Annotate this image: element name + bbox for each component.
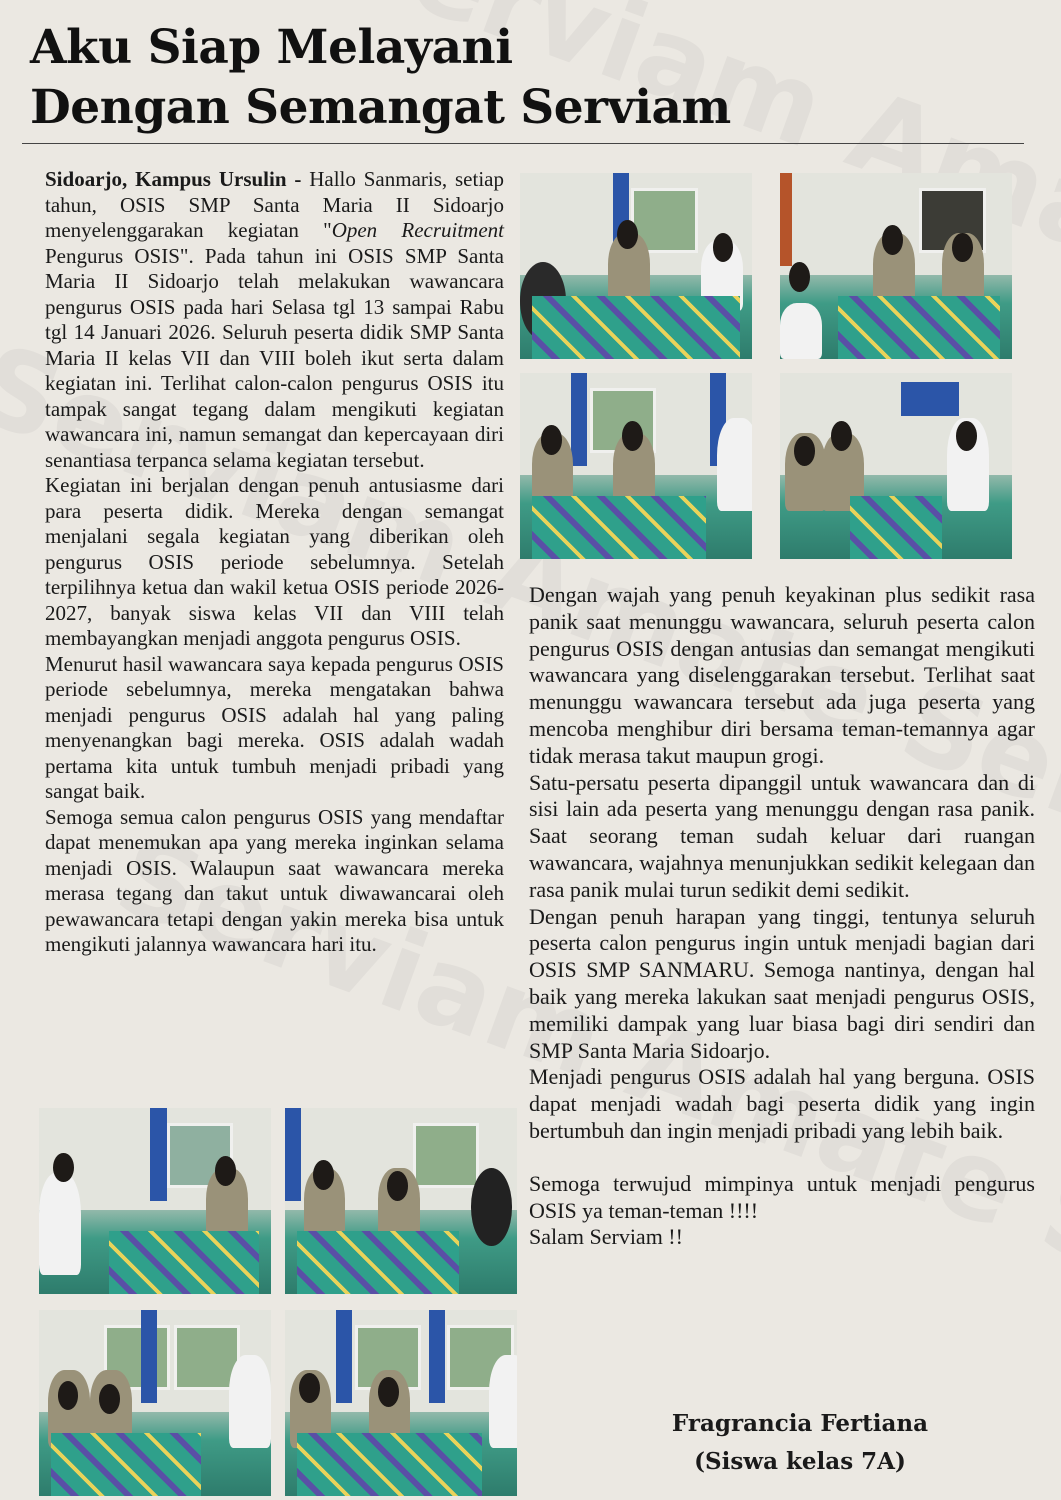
article-title-line1: Aku Siap Melayani — [30, 20, 513, 75]
photo-interview-4 — [780, 373, 1012, 559]
intro-text-b: Pengurus OSIS". Pada tahun ini OSIS SMP Santa Maria II Sidoarjo telah melakukan wawancara pengurus OSIS pada hari Selasa tgl 13 sampai Rabu tgl 14 Januari 2026. Seluruh peserta didik SMP Santa Maria II kelas VII dan VIII boleh ikut serta dalam kegiatan ini. Terlihat calon-calon pengurus OSIS itu tampak sangat tegang dalam mengikuti kegiatan wawancara ini, namun semangat dan kepercayaan diri senantiasa terpanca selama kegiatan tersebut. — [45, 243, 504, 472]
paragraph-8: Menjadi pengurus OSIS adalah hal yang berguna. OSIS dapat menjadi wadah bagi peserta didik yang ingin bertumbuh dan ingin menjadi pribadi yang lebih baik. — [529, 1064, 1035, 1143]
paragraph-2: Kegiatan ini berjalan dengan penuh antusiasme dari para peserta didik. Mereka dengan semangat menjalani segala kegiatan yang diberikan oleh pengurus OSIS periode sebelumnya. Setelah terpilihnya ketua dan wakil ketua OSIS periode 2026-2027, banyak siswa kelas VII dan VIII telah membayangkan menjadi anggota pengurus OSIS. — [45, 473, 504, 650]
closing-greeting: Salam Serviam !! — [529, 1224, 683, 1250]
author-class: (Siswa kelas 7A) — [694, 1448, 906, 1475]
photo-interview-3 — [520, 373, 752, 559]
paragraph-5: Dengan wajah yang penuh keyakinan plus sedikit rasa panik saat menunggu wawancara, seluruh peserta calon pengurus OSIS dengan antusias dan semangat mengikuti wawancara yang diselenggarakan tersebut. Terlihat saat menunggu wawancara tersebut ada juga peserta yang mencoba menghibur diri bersama teman-temannya agar tidak merasa takut maupun grogi. — [529, 582, 1035, 768]
paragraph-intro — [45, 167, 504, 473]
dateline: Sidoarjo, Kampus Ursulin - — [45, 167, 310, 191]
paragraph-3: Menurut hasil wawancara saya kepada pengurus OSIS periode sebelumnya, mereka mengatakan bahwa menjadi pengurus OSIS adalah hal yang paling menyenangkan bagi mereka. OSIS adalah wadah pertama kita untuk tumbuh menjadi pribadi yang sangat baik. — [45, 651, 504, 803]
photo-interview-7 — [39, 1310, 271, 1496]
article-title — [30, 18, 731, 138]
right-column — [529, 582, 1035, 1251]
photo-interview-8 — [285, 1310, 517, 1496]
photo-interview-1 — [520, 173, 752, 359]
title-divider — [22, 143, 1024, 144]
paragraph-6: Satu-persatu peserta dipanggil untuk wawancara dan di sisi lain ada peserta yang menunggu dengan rasa panik. Saat seorang teman sudah keluar dari ruangan wawancara, wajahnya menunjukkan sedikit kelegaan dan rasa panik mulai turun sedikit demi sedikit. — [529, 769, 1035, 902]
photo-interview-5 — [39, 1108, 271, 1294]
paragraph-9: Semoga terwujud mimpinya untuk menjadi pengurus OSIS ya teman-teman !!!! — [529, 1170, 1035, 1223]
intro-text-a: Hallo Sanmaris, setiap tahun, OSIS SMP Santa Maria II Sidoarjo menyelenggarakan kegiatan " — [45, 167, 504, 242]
author-name: Fragrancia Fertiana — [671, 1410, 929, 1437]
paragraph-7: Dengan penuh harapan yang tinggi, tentunya seluruh peserta calon pengurus ingin untuk menjadi bagian dari OSIS SMP SANMARU. Semoga nantinya, dengan hal baik yang mereka lakukan saat menjadi pengurus OSIS, memiliki dampak yang luar biasa bagi diri sendiri dan SMP Santa Maria Sidoarjo. — [529, 903, 1035, 1063]
intro-italic: Open Recruitment — [331, 218, 504, 242]
photo-interview-2 — [780, 173, 1012, 359]
photo-interview-6 — [285, 1108, 517, 1294]
article-title-line2: Dengan Semangat Serviam — [30, 80, 731, 135]
paragraph-4: Semoga semua calon pengurus OSIS yang mendaftar dapat menemukan apa yang mereka inginkan selama menjadi OSIS. Walaupun saat wawancara mereka merasa tegang dan takut untuk diwawancarai oleh pewawancara tetapi dengan yakin mereka bisa untuk mengikuti jalannya wawancara hari itu. — [45, 804, 504, 956]
left-column — [45, 167, 504, 958]
